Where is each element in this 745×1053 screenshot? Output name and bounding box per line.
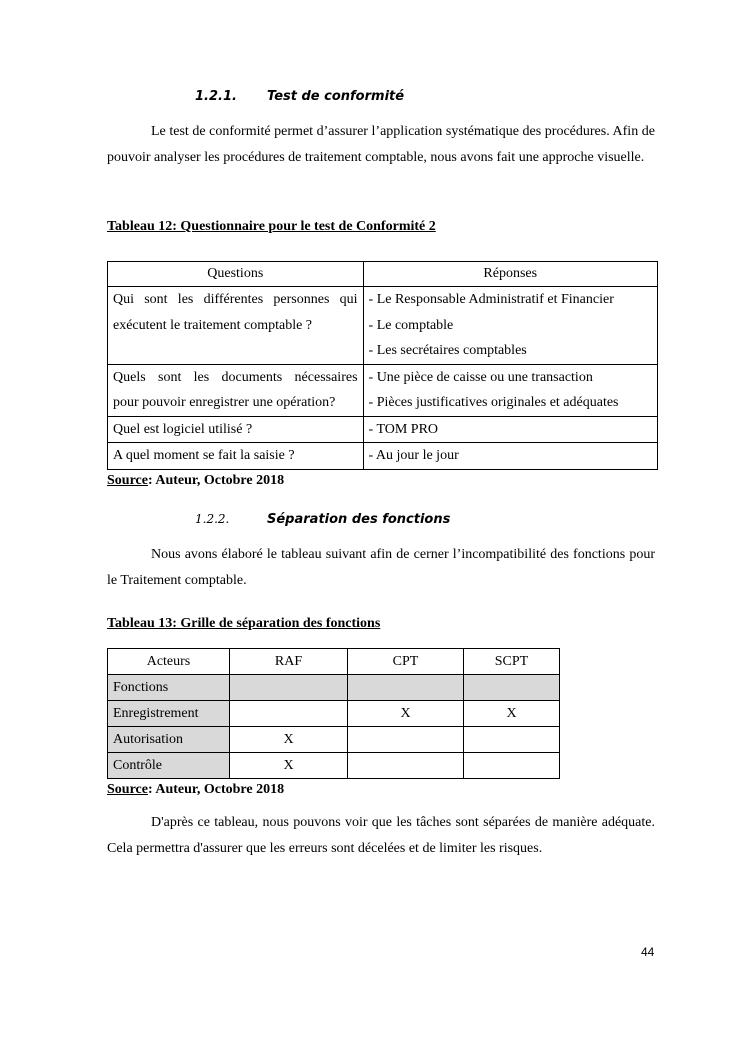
grid-cell: X bbox=[230, 753, 348, 779]
question-line: exécutent le traitement comptable ? bbox=[113, 317, 313, 333]
table-12-source: Source: Auteur, Octobre 2018 bbox=[107, 473, 285, 488]
answer-cell bbox=[363, 416, 657, 443]
grid-cell bbox=[348, 675, 464, 701]
header-raf: RAF bbox=[230, 649, 348, 675]
answer-cell bbox=[363, 287, 657, 365]
table-row bbox=[108, 287, 658, 365]
row-label: Fonctions bbox=[108, 675, 230, 701]
section-2-paragraph: Nous avons élaboré le tableau suivant afin de cerner l’incompatibilité des fonctions pour le Traitement comptable. bbox=[107, 547, 655, 589]
table-12-header-row bbox=[108, 262, 658, 287]
header-acteurs: Acteurs bbox=[108, 649, 230, 675]
page-number: 44 bbox=[641, 945, 655, 959]
table-row bbox=[108, 701, 560, 727]
answer-line: - Au jour le jour bbox=[368, 448, 459, 463]
grid-cell bbox=[464, 753, 560, 779]
header-questions: Questions bbox=[108, 262, 364, 287]
table-12-caption: Tableau 12: Questionnaire pour le test de Conformité 2 bbox=[107, 219, 436, 234]
question-line: Qui sont les différentes personnes qui bbox=[113, 292, 358, 307]
grid-cell: X bbox=[348, 701, 464, 727]
header-reponses: Réponses bbox=[363, 262, 657, 287]
grid-cell: X bbox=[230, 727, 348, 753]
answer-line: - Pièces justificatives originales et adéquates bbox=[368, 395, 619, 410]
table-13-caption: Tableau 13: Grille de séparation des fonctions bbox=[107, 616, 381, 631]
answer-line: - Les secrétaires comptables bbox=[368, 343, 527, 358]
question-line: Quels sont les documents nécessaires bbox=[113, 369, 358, 385]
table-row bbox=[108, 443, 658, 470]
row-label: Enregistrement bbox=[108, 701, 230, 727]
section-number: 1.2.1. bbox=[195, 89, 237, 104]
section-heading-1 bbox=[195, 89, 495, 107]
answer-line: - Le comptable bbox=[368, 317, 454, 333]
answer-line: - Une pièce de caisse ou une transaction bbox=[368, 369, 593, 385]
answer-cell bbox=[363, 443, 657, 470]
grid-cell bbox=[464, 727, 560, 753]
question-cell bbox=[108, 443, 364, 470]
grid-cell bbox=[464, 675, 560, 701]
question-cell bbox=[108, 364, 364, 416]
question-line: pour pouvoir enregistrer une opération? bbox=[113, 395, 336, 410]
section-title: Séparation des fonctions bbox=[267, 512, 451, 527]
question-line: Quel est logiciel utilisé ? bbox=[113, 421, 253, 437]
section-number: 1.2.2. bbox=[195, 512, 230, 526]
row-label: Contrôle bbox=[108, 753, 230, 779]
table-13-header-row bbox=[108, 649, 560, 675]
intro-paragraph: Le test de conformité permet d’assurer l’application systématique des procédures. Afin de pouvoir analyser les procédures de traitement comptable, nous avons fait une approche visuelle. bbox=[107, 124, 655, 166]
table-row bbox=[108, 727, 560, 753]
table-row bbox=[108, 675, 560, 701]
question-cell bbox=[108, 287, 364, 365]
grid-cell bbox=[230, 675, 348, 701]
answer-line: - Le Responsable Administratif et Financier bbox=[368, 292, 614, 307]
answer-line: - TOM PRO bbox=[368, 421, 439, 437]
question-cell bbox=[108, 416, 364, 443]
table-13-source: Source: Auteur, Octobre 2018 bbox=[107, 782, 285, 797]
header-scpt: SCPT bbox=[464, 649, 560, 675]
table-row bbox=[108, 416, 658, 443]
answer-cell bbox=[363, 364, 657, 416]
section-heading-2 bbox=[195, 512, 495, 530]
grid-cell bbox=[230, 701, 348, 727]
section-title: Test de conformité bbox=[267, 89, 405, 104]
grid-cell bbox=[348, 753, 464, 779]
grid-cell: X bbox=[464, 701, 560, 727]
grid-cell bbox=[348, 727, 464, 753]
table-13 bbox=[107, 648, 560, 779]
row-label: Autorisation bbox=[108, 727, 230, 753]
header-cpt: CPT bbox=[348, 649, 464, 675]
table-row bbox=[108, 753, 560, 779]
question-line: A quel moment se fait la saisie ? bbox=[113, 448, 295, 463]
conclusion-paragraph: D'après ce tableau, nous pouvons voir que les tâches sont séparées de manière adéquate. Cela permettra d'assurer que les erreurs sont décelées et de limiter les risques. bbox=[107, 815, 655, 857]
table-12 bbox=[107, 261, 658, 470]
table-row bbox=[108, 364, 658, 416]
